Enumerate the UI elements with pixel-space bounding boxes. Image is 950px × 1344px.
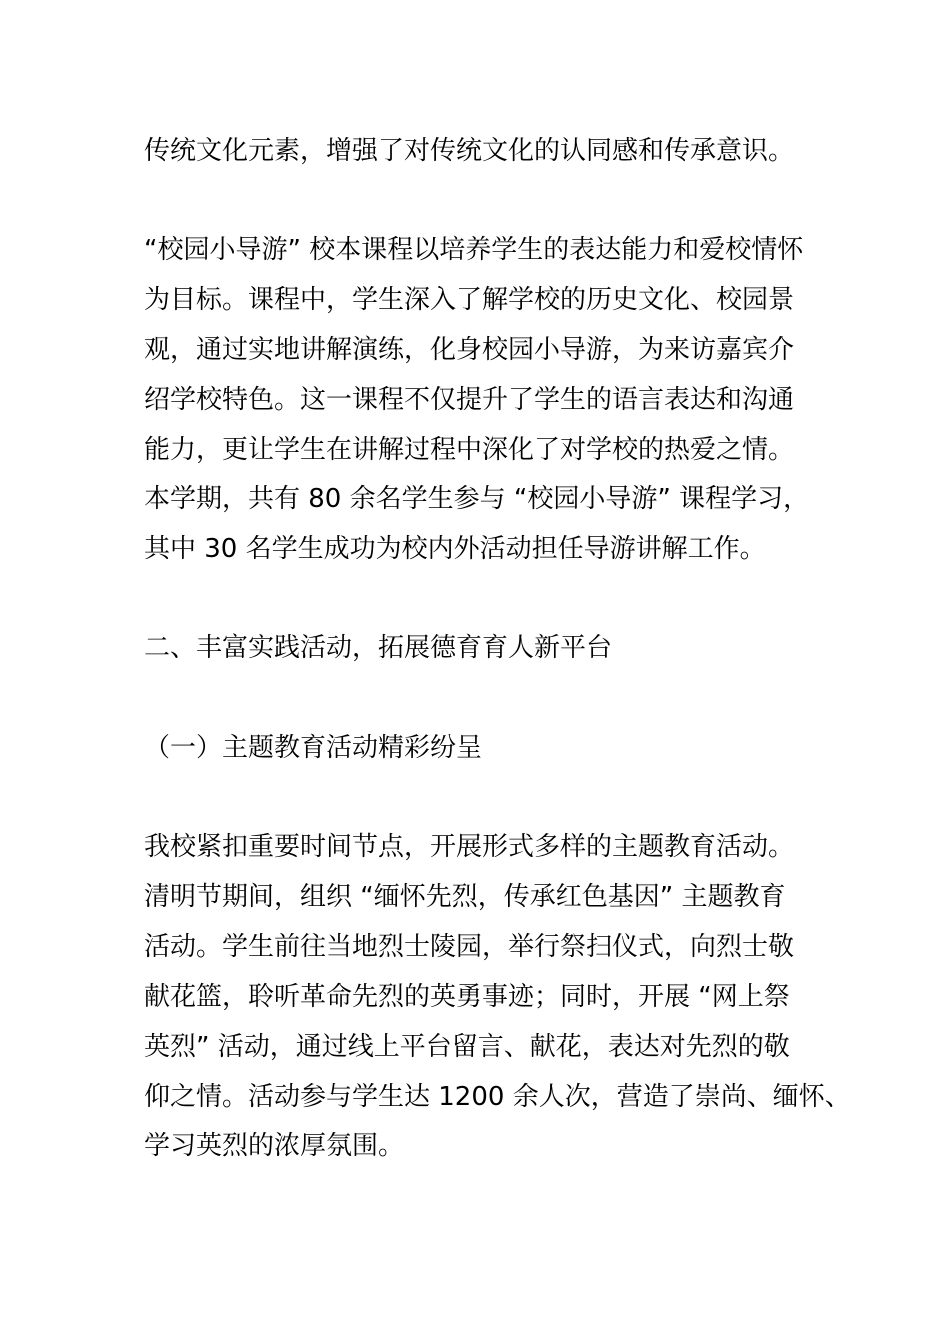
paragraph-line: 学习英烈的浓厚氛围。 [144,1131,405,1161]
paragraph-line: 观，通过实地讲解演练，化身校园小导游，为来访嘉宾介 [144,335,795,365]
subsection-heading: （一）主题教育活动精彩纷呈 [144,733,483,763]
paragraph-line: 我校紧扣重要时间节点，开展形式多样的主题教育活动。 [144,832,795,862]
paragraph-line: 传统文化元素，增强了对传统文化的认同感和传承意识。 [144,136,795,166]
paragraph-line: 绍学校特色。这一课程不仅提升了学生的语言表达和沟通 [144,385,795,415]
paragraph-line: 清明节期间，组织 “缅怀先烈，传承红色基因” 主题教育 [144,882,786,912]
paragraph-line: 仰之情。活动参与学生达 1200 余人次，营造了崇尚、缅怀、 [144,1082,851,1112]
paragraph-line: 本学期，共有 80 余名学生参与 “校园小导游” 课程学习， [144,484,810,514]
paragraph-line: 能力，更让学生在讲解过程中深化了对学校的热爱之情。 [144,435,795,465]
paragraph-line: “校园小导游” 校本课程以培养学生的表达能力和爱校情怀 [144,235,804,265]
paragraph-line: 献花篮，聆听革命先烈的英勇事迹；同时，开展 “网上祭 [144,982,790,1012]
paragraph-line: 活动。学生前往当地烈士陵园，举行祭扫仪式，向烈士敬 [144,932,795,962]
section-heading: 二、丰富实践活动，拓展德育育人新平台 [144,633,613,663]
paragraph-line: 英烈” 活动，通过线上平台留言、献花，表达对先烈的敬 [144,1032,790,1062]
paragraph-line: 为目标。课程中，学生深入了解学校的历史文化、校园景 [144,285,795,315]
paragraph-line: 其中 30 名学生成功为校内外活动担任导游讲解工作。 [144,534,766,564]
